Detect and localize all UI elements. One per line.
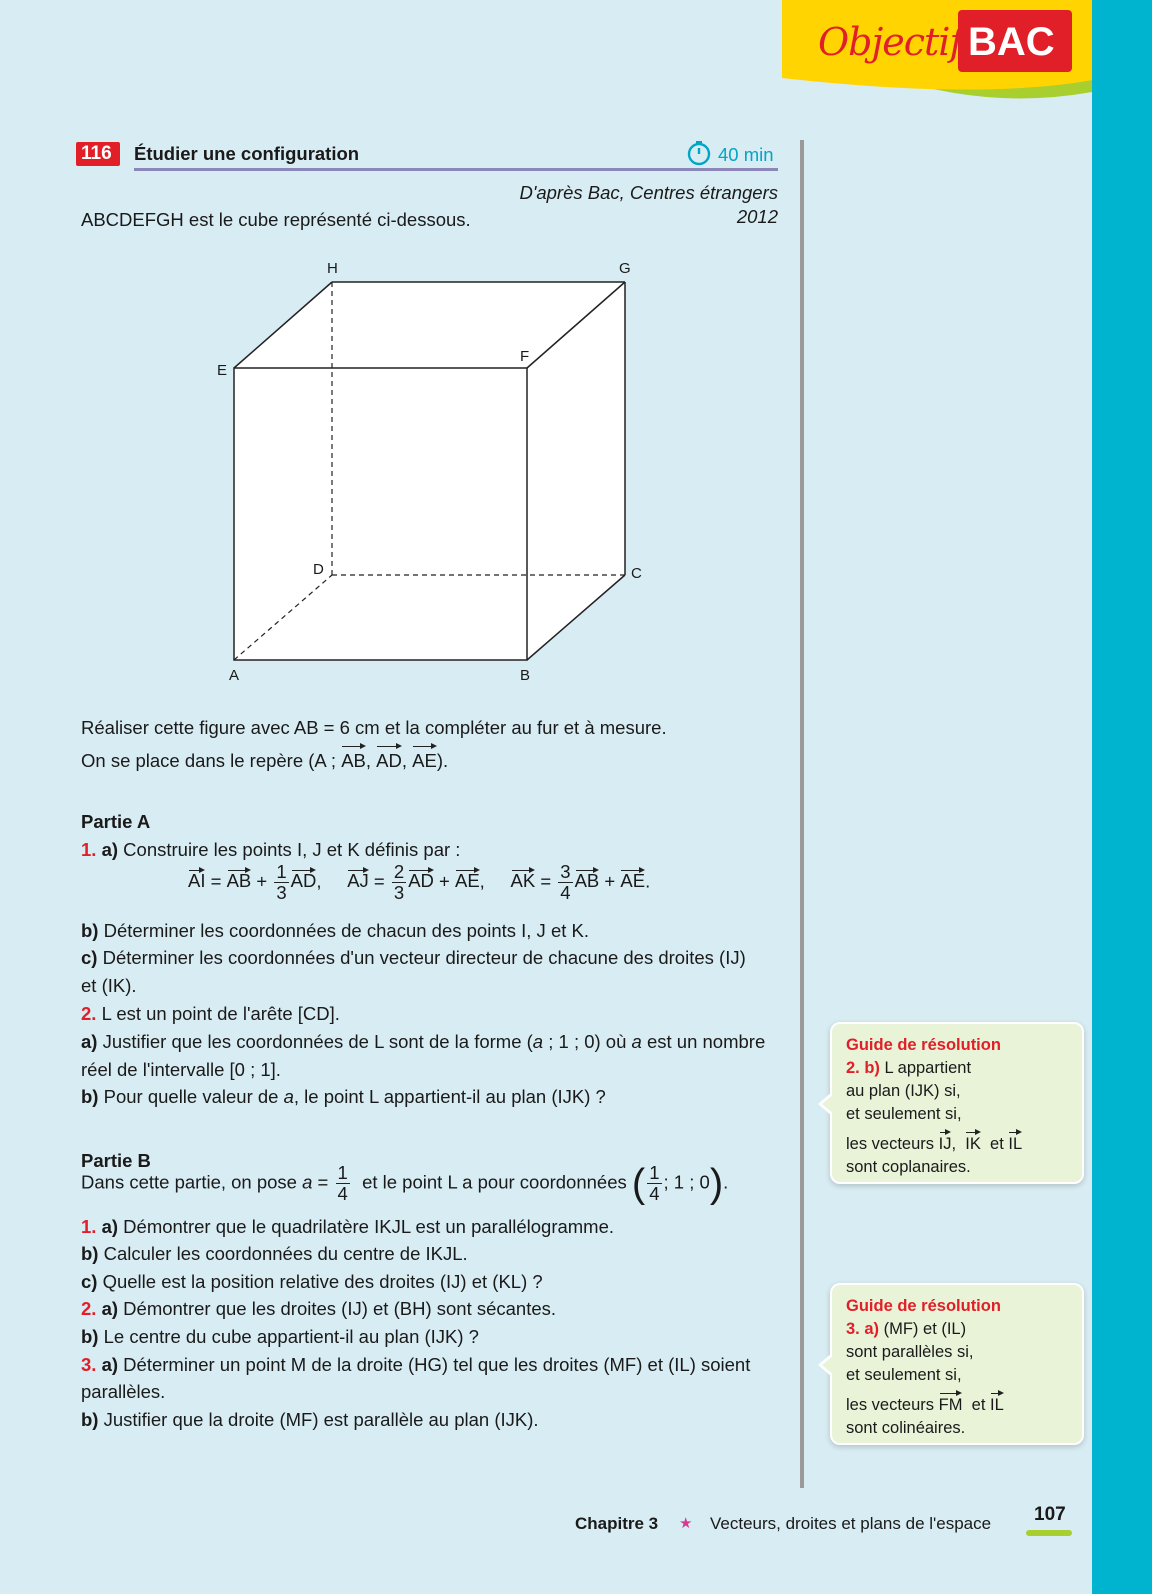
partB-q1b: b) Calculer les coordonnées du centre de IKJL. [81, 1243, 468, 1264]
partA-q2a-line2: réel de l'intervalle [0 ; 1]. [81, 1059, 281, 1080]
partB-intro: Dans cette partie, on pose a = $\frac{1}{4}$ et le point L a pour coordonnées ( $\frac{1}{4}$ ; 1 ; 0). [81, 1161, 729, 1206]
partA-q1c-line2: et (IK). [81, 975, 137, 996]
partB-q3a-line2: parallèles. [81, 1381, 166, 1402]
setup-line1: Réaliser cette figure avec AB = 6 cm et la compléter au fur et à mesure. [81, 717, 667, 738]
cube-label-F: F [520, 348, 530, 365]
cube-label-G: G [619, 260, 631, 277]
partA-q1a: 1. a) Construire les points I, J et K définis par : [81, 839, 461, 860]
footer-subject: Vecteurs, droites et plans de l'espace [710, 1514, 992, 1533]
guide-1-line3: et seulement si, [846, 1105, 962, 1123]
partB-q2b: b) Le centre du cube appartient-il au plan (IJK) ? [81, 1326, 479, 1347]
cube-label-E: E [217, 362, 228, 379]
partB-q3a: 3. a) Déterminer un point M de la droite (HG) tel que les droites (MF) et (IL) soient [81, 1354, 751, 1375]
partB-title: Partie B [81, 1150, 151, 1171]
guide-1-title: Guide de résolution [846, 1036, 1001, 1054]
cube-label-A: A [229, 667, 240, 684]
guide-2-line4: les vecteurs FM et IL [846, 1390, 1068, 1417]
stopwatch-icon [686, 140, 712, 166]
bac-label: BAC [968, 20, 1055, 64]
exercise-intro: ABCDEFGH est le cube représenté ci-dessous. [81, 209, 471, 230]
partA-title: Partie A [81, 811, 151, 832]
exercise-source: D'après Bac, Centres étrangers 2012 [519, 182, 778, 227]
teal-side-band [1092, 0, 1152, 1594]
partB-q1a: 1. a) Démontrer que le quadrilatère IKJL est un parallélogramme. [81, 1216, 615, 1237]
column-separator [800, 140, 804, 1488]
partB-q3b: b) Justifier que la droite (MF) est parallèle au plan (IJK). [81, 1409, 539, 1430]
exercise-number: 116 [81, 143, 112, 164]
exercise-time: 40 min [718, 144, 774, 165]
guide-2-title: Guide de résolution [846, 1297, 1001, 1315]
guide-box-1 [830, 1022, 1084, 1184]
guide-2-line3: et seulement si, [846, 1366, 962, 1384]
guide-box-2 [830, 1283, 1084, 1445]
exercise-title-rule [134, 168, 778, 171]
guide-1-line5: sont coplanaires. [846, 1158, 971, 1176]
page-number-underline [1026, 1530, 1072, 1536]
partA-q2b: b) Pour quelle valeur de a, le point L appartient-il au plan (IJK) ? [81, 1086, 606, 1107]
cube-label-H: H [327, 260, 338, 277]
setup-line2: On se place dans le repère (A ; AB, AD, AE). [81, 743, 448, 775]
guide-1-line2: au plan (IJK) si, [846, 1082, 961, 1100]
exercise-title: Étudier une configuration [134, 143, 360, 164]
partB-q1c: c) Quelle est la position relative des droites (IJ) et (KL) ? [81, 1271, 543, 1292]
guide-1-line1: 2. b) L appartient [846, 1059, 972, 1077]
page-number: 107 [1034, 1504, 1066, 1525]
guide-2-line2: sont parallèles si, [846, 1343, 974, 1361]
cube-label-B: B [520, 667, 531, 684]
cube-label-C: C [631, 565, 642, 582]
cube-label-D: D [313, 561, 324, 578]
partA-vector-definitions: AI = AB + $\frac{1}{3}$ AD, AJ = $\frac{2}{3}$ AD + AE, AK = $\frac{3}{4}$ AB + AE. [188, 861, 651, 903]
partA-q1b: b) Déterminer les coordonnées de chacun des points I, J et K. [81, 920, 589, 941]
cube-figure [200, 255, 660, 695]
footer-star-icon: ★ [679, 1515, 693, 1532]
partB-q2a: 2. a) Démontrer que les droites (IJ) et (BH) sont sécantes. [81, 1298, 557, 1319]
partA-q2a: a) Justifier que les coordonnées de L sont de la forme (a ; 1 ; 0) où a est un nombre [81, 1031, 766, 1052]
objectif-label: Objectif [818, 20, 963, 64]
guide-2-line5: sont colinéaires. [846, 1419, 966, 1437]
guide-1-line4: les vecteurs IJ, IK et IL [846, 1129, 1068, 1156]
partA-q2: 2. L est un point de l'arête [CD]. [81, 1003, 340, 1024]
partA-q1c: c) Déterminer les coordonnées d'un vecteur directeur de chacune des droites (IJ) [81, 947, 746, 968]
guide-2-line1: 3. a) (MF) et (IL) [846, 1320, 967, 1338]
footer-chapter: Chapitre 3 [575, 1514, 659, 1533]
